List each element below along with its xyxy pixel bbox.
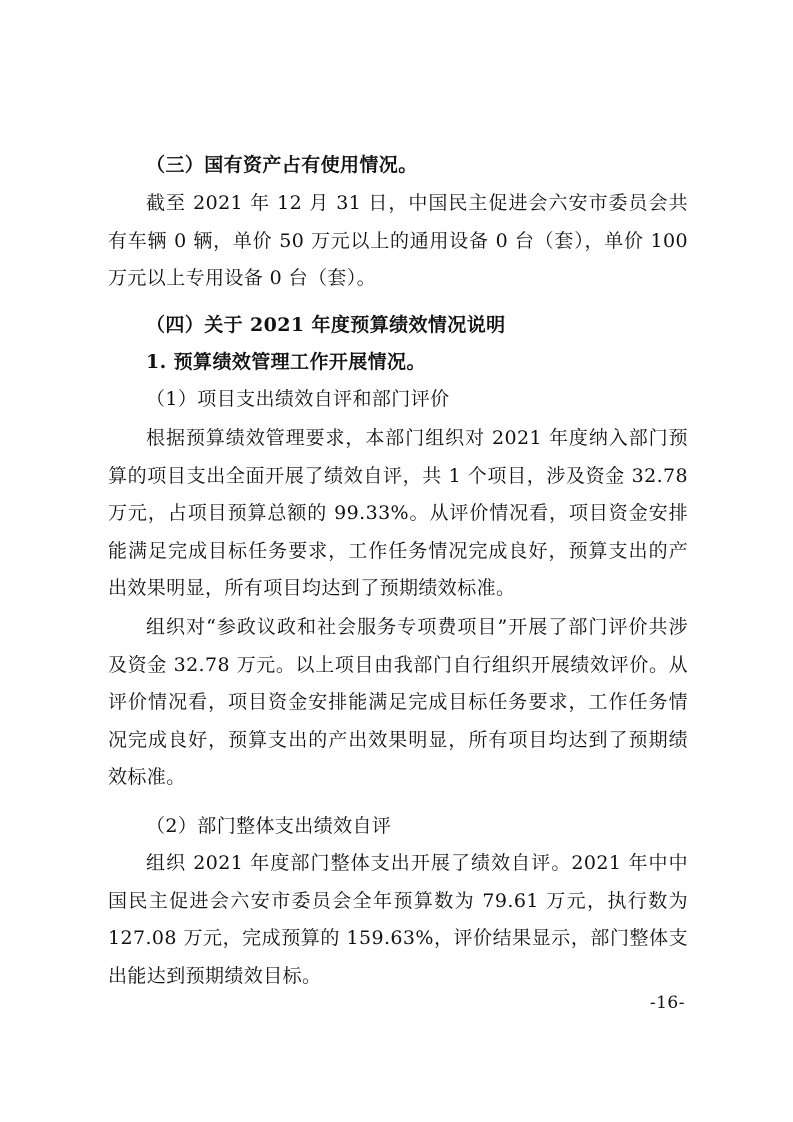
subheading-performance-management: 1. 预算绩效管理工作开展情况。 [146, 351, 426, 373]
page-number: -16- [649, 993, 685, 1013]
item1-paragraph-2: 组织对“参政议政和社会服务专项费项目”开展了部门评价共涉及资金 32.78 万元。以上项目由我部门自行组织开展绩效评价。从评价情况看，项目资金安排能满足完成目标任务要求，工作任务情况完成良好，预算支出的产出效果明显，所有项目均达到了预期绩效标准。 [108, 616, 688, 788]
section-heading-performance: （四）关于 2021 年度预算绩效情况说明 [146, 314, 506, 336]
item1-paragraph-1: 根据预算绩效管理要求，本部门组织对 2021 年度纳入部门预算的项目支出全面开展了绩效自评，共 1 个项目，涉及资金 32.78 万元，占项目预算总额的 99.33%。从评价情况看，项目资金安排能满足完成目标任务要求，工作任务情况完成良好，预算支出的产出效果明显，所有项目均达到了预期绩效标准。 [108, 427, 688, 599]
item2-title: （2）部门整体支出绩效自评 [146, 815, 392, 837]
item2-paragraph: 组织 2021 年度部门整体支出开展了绩效自评。2021 年中中国民主促进会六安市委员会全年预算数为 79.61 万元，执行数为 127.08 万元，完成预算的 159.63%，评价结果显示，部门整体支出能达到预期绩效目标。 [108, 852, 688, 987]
item1-title: （1）项目支出绩效自评和部门评价 [146, 388, 450, 410]
section-heading-assets: （三）国有资产占有使用情况。 [146, 154, 418, 176]
assets-paragraph: 截至 2021 年 12 月 31 日，中国民主促进会六安市委员会共有车辆 0 辆，单价 50 万元以上的通用设备 0 台（套），单价 100 万元以上专用设备 0 台（套）。 [108, 192, 688, 289]
